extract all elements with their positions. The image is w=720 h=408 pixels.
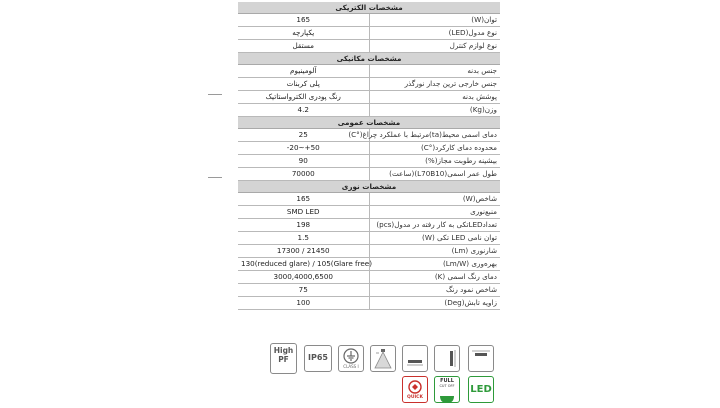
spec-value: 4.2 (238, 104, 369, 117)
section-header (238, 2, 500, 14)
wall-mount-icon (434, 345, 460, 372)
spec-label: دمای اسمی محیط(ta)مرتبط با عملکرد چراغ(°C) (369, 129, 500, 142)
spec-value: 165 (238, 193, 369, 206)
section-header (238, 181, 500, 193)
high-pf-badge (270, 343, 297, 374)
spec-value: رنگ پودری الکترواستاتیک (238, 91, 369, 104)
spec-label: محدوده دمای کارکرد(°C) (369, 142, 500, 155)
spec-label: تعدادLEDتکی به کار رفته در مدول(pcs) (369, 219, 500, 232)
spec-value: 90 (238, 155, 369, 168)
section-header (238, 53, 500, 65)
cutoff-dome-icon (435, 394, 459, 404)
spec-label: منبع‌نوری (369, 206, 500, 219)
spec-value: 1.5 (238, 232, 369, 245)
spec-label: شاخص نمود رنگ (369, 284, 500, 297)
margin-tick-bottom (208, 177, 222, 178)
spec-label: شارنوری (Lm) (369, 245, 500, 258)
ip65-badge (304, 345, 332, 372)
spec-label: نوع مدول(LED) (369, 27, 500, 40)
section-title: مشخصات عمومی (238, 117, 500, 129)
spec-value: 100 (238, 297, 369, 310)
class-one-badge (338, 345, 364, 372)
spec-value: 3000,4000,6500 (238, 271, 369, 284)
spec-value: 165 (238, 14, 369, 27)
spec-row (238, 78, 500, 91)
spec-value: 198 (238, 219, 369, 232)
spec-value: 130(reduced glare) / 105(Glare free) (238, 258, 369, 271)
full-cutoff-badge (434, 376, 460, 403)
spec-row (238, 65, 500, 78)
margin-tick-top (208, 94, 222, 95)
cutoff-label: CUT OFF (439, 384, 455, 388)
spec-row (238, 142, 500, 155)
spec-label: توان نامی LED تکی (W) (369, 232, 500, 245)
spec-value: -20~+50 (238, 142, 369, 155)
spec-value: 25 (238, 129, 369, 142)
spec-row (238, 104, 500, 117)
full-label: FULL (440, 378, 454, 384)
spec-row (238, 206, 500, 219)
spec-value: آلومینیوم (238, 65, 369, 78)
section-title: مشخصات مکانیکی (238, 53, 500, 65)
spec-value: پلی کربنات (238, 78, 369, 91)
spec-row (238, 258, 500, 271)
spec-row (238, 245, 500, 258)
feature-badges (270, 343, 500, 405)
spec-label: جنس بدنه (369, 65, 500, 78)
spec-table (238, 2, 500, 310)
quick-install-badge (402, 376, 428, 403)
pf-label: PF (278, 355, 289, 364)
high-label: High (273, 346, 294, 355)
spec-label: شاخص(W) (369, 193, 500, 206)
spec-value: یکپارچه (238, 27, 369, 40)
spec-row (238, 27, 500, 40)
section-title: مشخصات الکتریکی (238, 2, 500, 14)
spec-row (238, 155, 500, 168)
spec-row (238, 168, 500, 181)
spec-row (238, 271, 500, 284)
spec-label: زاویه تابش(Deg) (369, 297, 500, 310)
spec-value: 70000 (238, 168, 369, 181)
spec-row (238, 297, 500, 310)
spec-label: توان(W) (369, 14, 500, 27)
quick-label: QUICK (407, 395, 423, 400)
spec-row (238, 219, 500, 232)
beam-angle-icon (370, 345, 396, 372)
led-label: LED (470, 384, 492, 395)
surface-mount-icon (402, 345, 428, 372)
spec-label: وزن(Kg) (369, 104, 500, 117)
spec-label: پوشش بدنه (369, 91, 500, 104)
ip-label: IP65 (308, 353, 328, 362)
class-label: CLASS I (343, 364, 359, 369)
led-badge (468, 376, 494, 403)
spec-value: 17300 / 21450 (238, 245, 369, 258)
spec-label: جنس خارجی ترین جدار نورگذر (369, 78, 500, 91)
spec-label: بهره‌وری (Lm/W) (369, 258, 500, 271)
section-title: مشخصات نوری (238, 181, 500, 193)
spec-row (238, 284, 500, 297)
spec-value: 75 (238, 284, 369, 297)
spec-label: دمای رنگ اسمی (K) (369, 271, 500, 284)
spec-label: بیشینه رطوبت مجاز(%) (369, 155, 500, 168)
section-header (238, 117, 500, 129)
spec-row (238, 40, 500, 53)
spec-row (238, 91, 500, 104)
spec-row (238, 232, 500, 245)
spec-row (238, 14, 500, 27)
spec-label: نوع لوازم کنترل (369, 40, 500, 53)
ceiling-mount-icon (468, 345, 494, 372)
spec-value: مستقل (238, 40, 369, 53)
spec-label: طول عمر اسمی(L70B10)(ساعت) (369, 168, 500, 181)
spec-sheet (238, 2, 500, 310)
spec-value: SMD LED (238, 206, 369, 219)
spec-row (238, 193, 500, 206)
spec-row (238, 129, 500, 142)
